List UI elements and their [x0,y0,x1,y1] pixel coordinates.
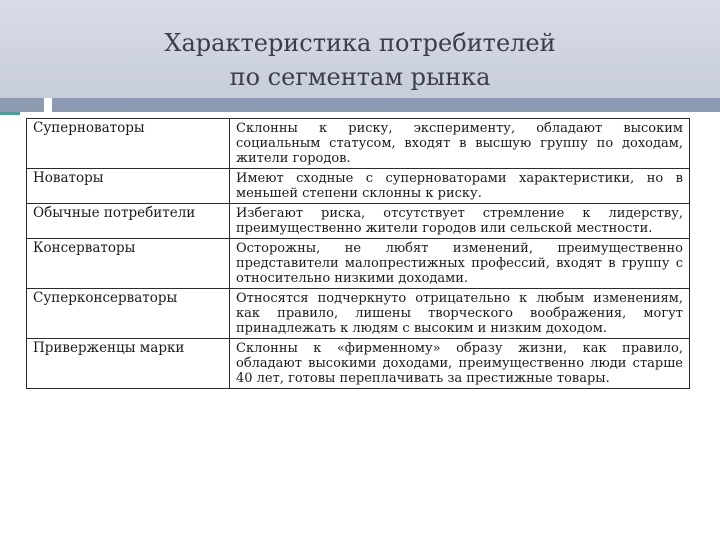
decorative-band-gap [44,98,52,112]
title-line-2: по сегментам рынка [229,63,491,91]
decorative-band-right [52,98,720,112]
segment-description: Относятся подчеркнуто отрицательно к любым изменениям, как правило, лишены творческого воображения, могут принадлежать к людям с высоким и низким доходом. [230,289,690,339]
segment-name: Обычные потребители [27,204,230,239]
segment-description: Склонны к риску, эксперименту, обладают высоким социальным статусом, входят в высшую группу по доходам, жители городов. [230,119,690,169]
segment-description: Осторожны, не любят изменений, преимущественно представители малопрестижных профессий, входят в группу с относительно низкими доходами. [230,239,690,289]
table-row [27,239,690,289]
segment-name: Суперконсерваторы [27,289,230,339]
title-line-1: Характеристика потребителей [164,29,556,57]
segment-name: Приверженцы марки [27,339,230,389]
table-row [27,339,690,389]
segment-description: Имеют сходные с суперноваторами характеристики, но в меньшей степени склонны к риску. [230,169,690,204]
table-row [27,204,690,239]
decorative-band-left [0,98,44,112]
segment-name: Новаторы [27,169,230,204]
segment-name: Суперноваторы [27,119,230,169]
slide-title [0,26,720,94]
table-row [27,169,690,204]
table-row [27,289,690,339]
segment-description: Избегают риска, отсутствует стремление к лидерству, преимущественно жители городов или сельской местности. [230,204,690,239]
table-row [27,119,690,169]
accent-bar [0,112,20,115]
segment-description: Склонны к «фирменному» образу жизни, как правило, обладают высокими доходами, преимущественно люди старше 40 лет, готовы переплачивать за престижные товары. [230,339,690,389]
slide-header [0,0,720,100]
segments-table [26,118,690,389]
segment-name: Консерваторы [27,239,230,289]
